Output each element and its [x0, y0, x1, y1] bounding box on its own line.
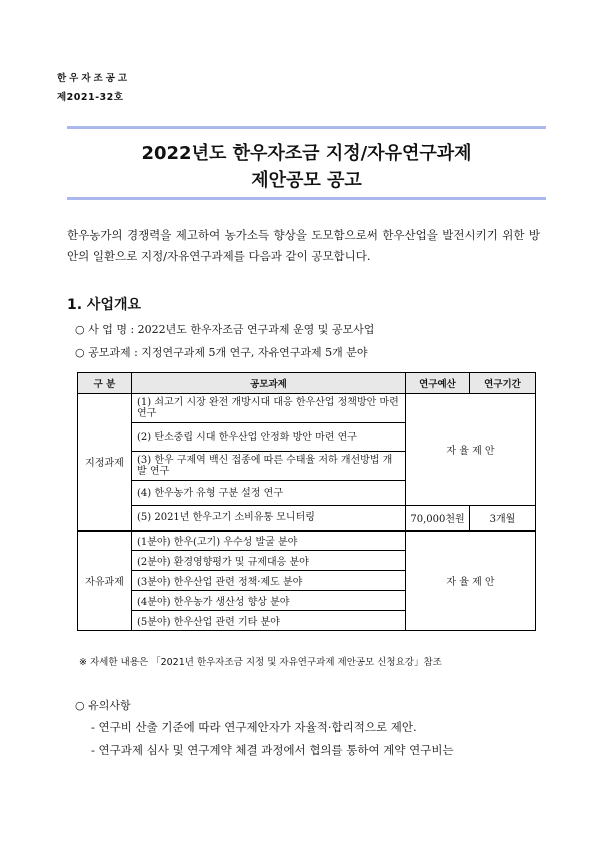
notice-org: 한우자조공고 — [57, 73, 131, 84]
designated-topic-1: (1) 쇠고기 시장 완전 개방시대 대응 한우산업 정책방안 마련 연구 — [132, 394, 406, 423]
cautions-heading: ○ 유의사항 — [75, 699, 131, 712]
col-header-topic: 공모과제 — [132, 373, 406, 394]
page-title-line2: 제안공모 공고 — [251, 170, 362, 191]
designated-topic-3: (3) 한우 구제역 백신 접종에 따른 수태율 저하 개선방법 개발 연구 — [132, 452, 406, 481]
caution-item-2: - 연구과제 심사 및 연구계약 체결 과정에서 협의를 통하여 계약 연구비는 — [91, 743, 454, 757]
section-heading: 1. 사업개요 — [67, 297, 142, 313]
table-header-row — [78, 373, 536, 394]
category-designated: 지정과제 — [78, 394, 132, 531]
col-header-budget: 연구예산 — [406, 373, 470, 394]
designated-topic-4: (4) 한우농가 유형 구분 설정 연구 — [132, 481, 406, 506]
overview-item-topics: ○ 공모과제 : 지정연구과제 5개 연구, 자유연구과제 5개 분야 — [75, 346, 368, 359]
free-topic-5: (5분야) 한우산업 관련 기타 분야 — [132, 611, 406, 631]
title-rule-bottom — [67, 197, 546, 200]
designated-topic-5: (5) 2021년 한우고기 소비유통 모니터링 — [132, 506, 406, 531]
table-row — [78, 506, 536, 531]
table-row — [78, 531, 536, 551]
caution-item-1: - 연구비 산출 기준에 따라 연구제안자가 자율적·합리적으로 제안. — [91, 720, 417, 734]
overview-item-project-name: ○ 사 업 명 : 2022년도 한우자조금 연구과제 운영 및 공모사업 — [75, 323, 375, 336]
reference-note: ※ 자세한 내용은 「2021년 한우자조금 지정 및 자유연구과제 제안공모 신청요강」참조 — [79, 657, 442, 668]
designated-topic-2: (2) 탄소중립 시대 한우산업 안정화 방안 마련 연구 — [132, 423, 406, 452]
col-header-period: 연구기간 — [470, 373, 536, 394]
free-topic-2: (2분야) 환경영향평가 및 규제대응 분야 — [132, 551, 406, 571]
free-topic-1: (1분야) 한우(고기) 우수성 발굴 분야 — [132, 531, 406, 551]
col-header-category: 구 분 — [78, 373, 132, 394]
table-row — [78, 394, 536, 423]
designated-budget-5: 70,000천원 — [406, 506, 470, 531]
designated-period-5: 3개월 — [470, 506, 536, 531]
page-title-line1: 2022년도 한우자조금 지정/자유연구과제 — [141, 143, 472, 164]
free-budget-shared: 자 율 제 안 — [406, 531, 536, 631]
category-free: 자유과제 — [78, 531, 132, 631]
intro-paragraph: 한우농가의 경쟁력을 제고하여 농가소득 향상을 도모함으로써 한우산업을 발전시키기 위한 방안의 일환으로 지정/자유연구과제를 다음과 같이 공모합니다. — [67, 228, 540, 263]
notice-number: 제2021-32호 — [57, 92, 124, 103]
free-topic-3: (3분야) 한우산업 관련 정책·제도 분야 — [132, 571, 406, 591]
title-rule-top — [67, 126, 546, 129]
topics-table — [77, 372, 536, 631]
designated-budget-shared: 자 율 제 안 — [406, 394, 536, 506]
free-topic-4: (4분야) 한우농가 생산성 향상 분야 — [132, 591, 406, 611]
